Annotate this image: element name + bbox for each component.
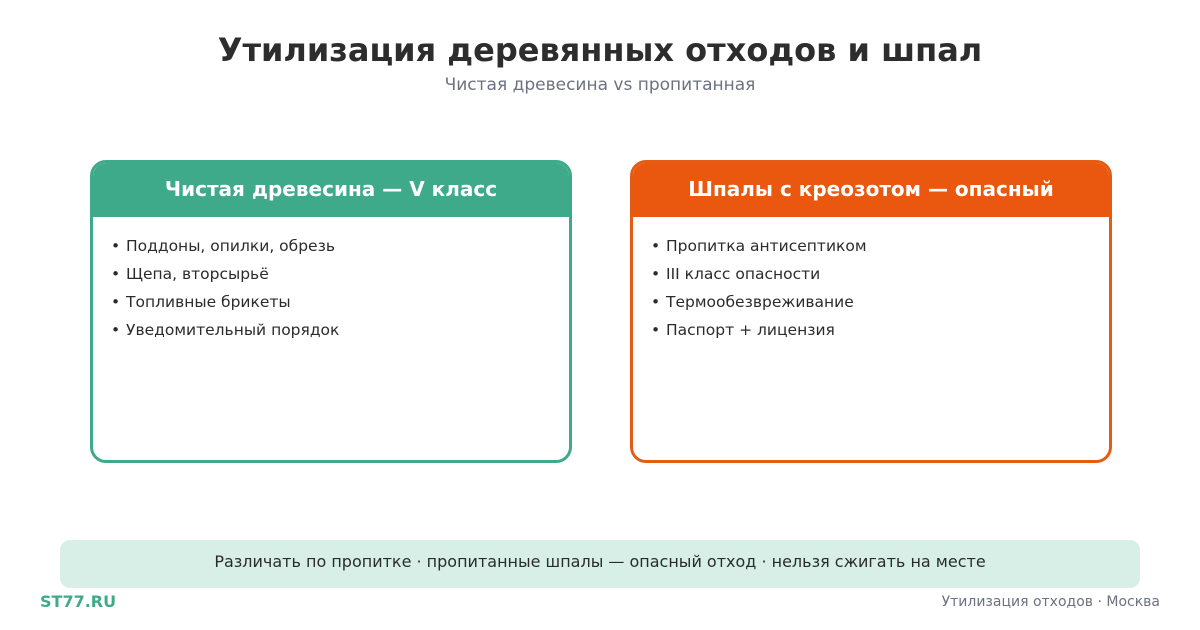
- list-item: [651, 260, 1109, 288]
- page-title: Утилизация деревянных отходов и шпал: [217, 31, 983, 69]
- bullet-icon: •: [651, 321, 661, 339]
- list-item-text: Щепа, вторсырьё: [126, 265, 269, 283]
- creosote-sleepers-card-title: Шпалы с креозотом — опасный: [633, 163, 1109, 217]
- bullet-icon: •: [651, 293, 661, 311]
- bullet-icon: •: [651, 237, 661, 255]
- list-item: [111, 316, 569, 344]
- creosote-sleepers-list: [633, 217, 1109, 344]
- clean-wood-list: [93, 217, 569, 344]
- info-banner: Различать по пропитке · пропитанные шпалы — опасный отход · нельзя сжигать на месте: [60, 540, 1140, 588]
- list-item: [111, 260, 569, 288]
- list-item: [651, 316, 1109, 344]
- bullet-icon: •: [651, 265, 661, 283]
- list-item-text: Термообезвреживание: [666, 293, 854, 311]
- creosote-sleepers-card: [630, 160, 1112, 463]
- list-item-text: Топливные брикеты: [126, 293, 291, 311]
- list-item: [111, 232, 569, 260]
- page-subtitle: Чистая древесина vs пропитанная: [444, 75, 756, 95]
- list-item-text: Пропитка антисептиком: [666, 237, 867, 255]
- list-item: [111, 288, 569, 316]
- list-item-text: III класс опасности: [666, 265, 821, 283]
- list-item-text: Поддоны, опилки, обрезь: [126, 237, 335, 255]
- bullet-icon: •: [111, 293, 121, 311]
- list-item-text: Уведомительный порядок: [126, 321, 340, 339]
- bullet-icon: •: [111, 321, 121, 339]
- clean-wood-card: [90, 160, 572, 463]
- footer-caption: Утилизация отходов · Москва: [941, 594, 1160, 610]
- bullet-icon: •: [111, 237, 121, 255]
- list-item: [651, 232, 1109, 260]
- list-item: [651, 288, 1109, 316]
- bullet-icon: •: [111, 265, 121, 283]
- list-item-text: Паспорт + лицензия: [666, 321, 835, 339]
- brand-logo-text: ST77.RU: [40, 592, 117, 611]
- clean-wood-card-title: Чистая древесина — V класс: [93, 163, 569, 217]
